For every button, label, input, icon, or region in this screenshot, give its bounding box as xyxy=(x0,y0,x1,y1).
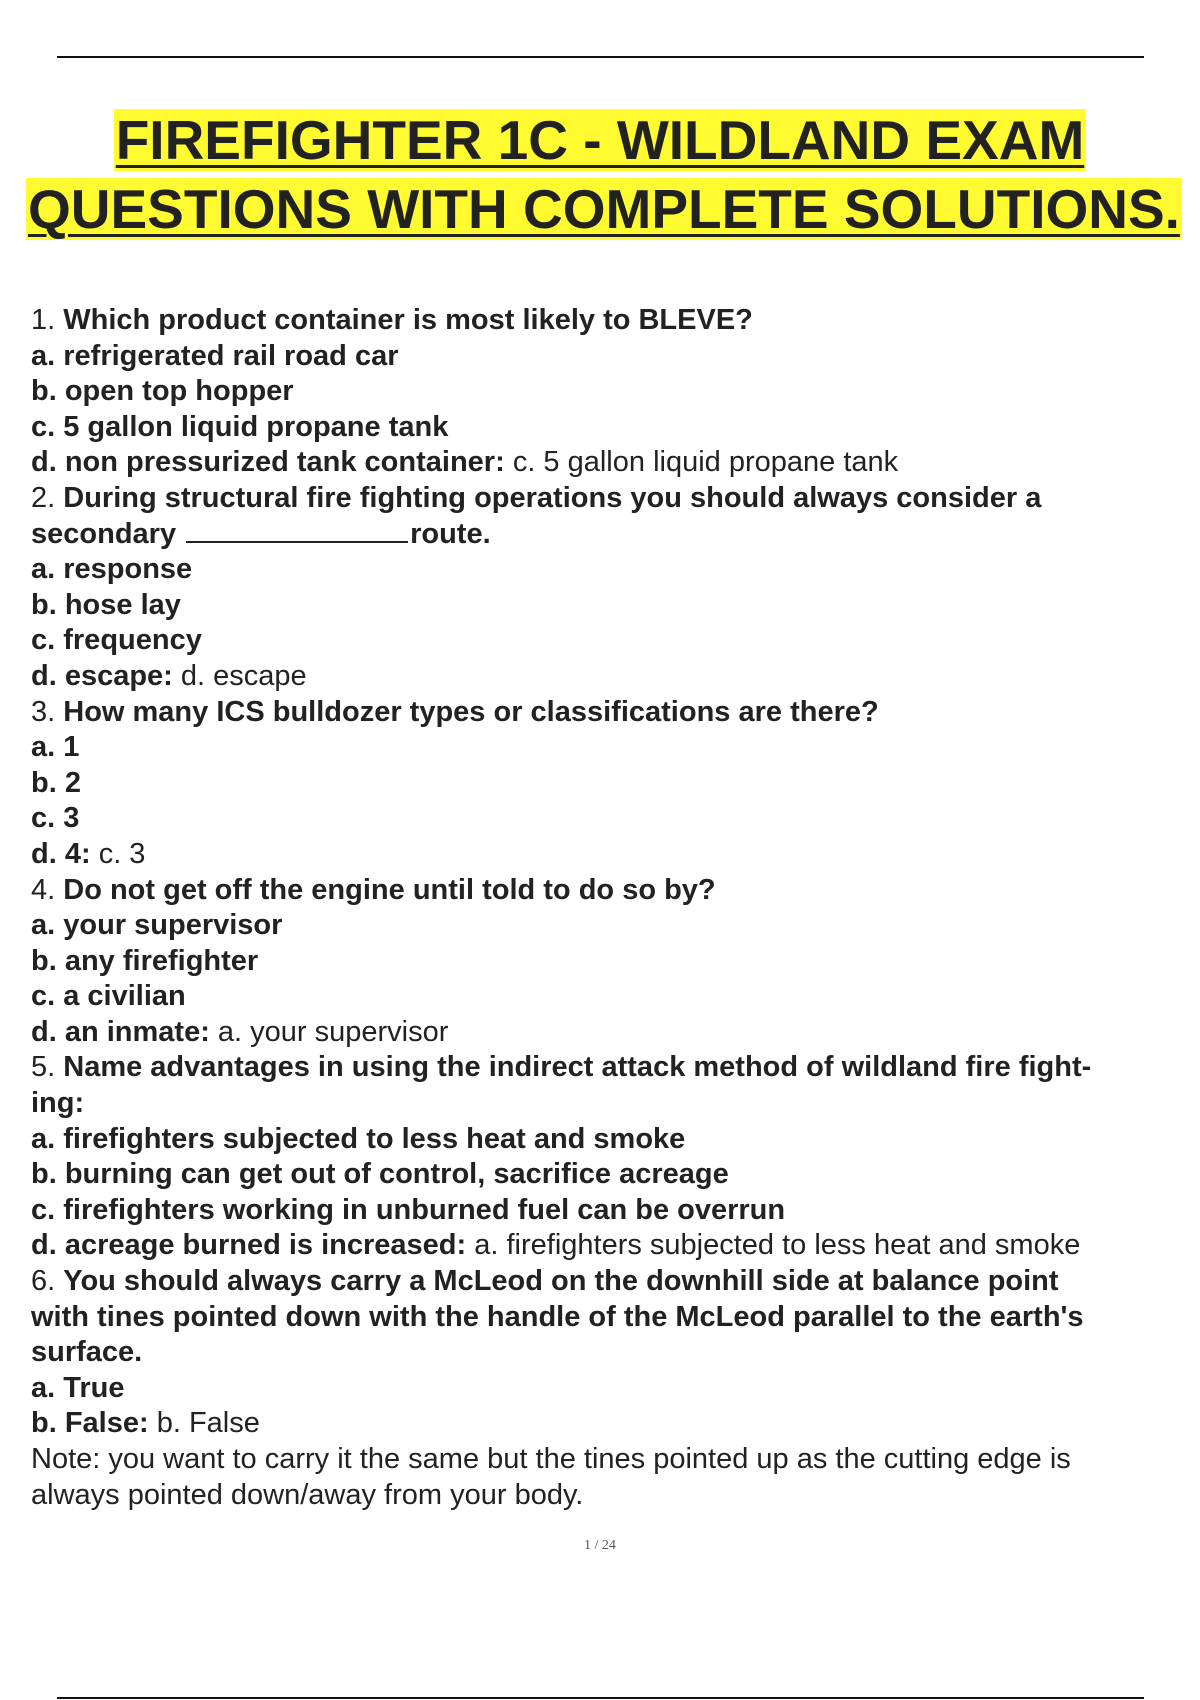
question-4 xyxy=(31,873,1191,909)
answer: c. 3 xyxy=(98,837,146,870)
option-last: d. 4: xyxy=(31,837,91,870)
question-number: 3. xyxy=(31,695,56,728)
title-line-1: FIREFIGHTER 1C - WILDLAND EXAM xyxy=(115,109,1085,171)
question-text: You should always carry a McLeod on the downhill side at balance point xyxy=(63,1265,1059,1298)
title-line-2: QUESTIONS WITH COMPLETE SOLUTIONS. xyxy=(28,178,1180,240)
option: a. 1 xyxy=(31,731,80,764)
answer: a. firefighters subjected to less heat and smoke xyxy=(474,1229,1081,1262)
option: b. hose lay xyxy=(31,588,181,621)
answer: b. False xyxy=(156,1407,260,1440)
question-text: ing: xyxy=(31,1087,85,1120)
question-6 xyxy=(31,1264,1191,1300)
note: always pointed down/away from your body. xyxy=(31,1478,584,1511)
question-text: secondary xyxy=(31,517,177,550)
option: a. refrigerated rail road car xyxy=(31,339,399,372)
document-title xyxy=(0,106,1200,244)
answer: a. your supervisor xyxy=(217,1015,449,1048)
option-last: d. non pressurized tank container: xyxy=(31,446,505,479)
option: b. any firefighter xyxy=(31,944,259,977)
question-5 xyxy=(31,1050,1191,1086)
option: c. 5 gallon liquid propane tank xyxy=(31,410,449,443)
option-last: d. escape: xyxy=(31,659,173,692)
question-text: Do not get off the engine until told to do so by? xyxy=(63,873,716,906)
option: c. a civilian xyxy=(31,980,186,1013)
answer: d. escape xyxy=(180,659,307,692)
option: c. firefighters working in unburned fuel can be overrun xyxy=(31,1193,786,1226)
question-list xyxy=(31,303,1191,1513)
option: a. True xyxy=(31,1371,125,1404)
option: b. burning can get out of control, sacrifice acreage xyxy=(31,1158,729,1191)
bottom-rule xyxy=(57,1697,1144,1699)
top-rule xyxy=(57,56,1144,58)
question-text: Name advantages in using the indirect attack method of wildland fire fight- xyxy=(63,1051,1092,1084)
option: c. 3 xyxy=(31,802,80,835)
question-number: 4. xyxy=(31,873,56,906)
option-last: b. False: xyxy=(31,1407,149,1440)
option: a. your supervisor xyxy=(31,909,283,942)
option: a. firefighters subjected to less heat and smoke xyxy=(31,1122,686,1155)
question-3 xyxy=(31,695,1191,731)
option: c. frequency xyxy=(31,624,202,657)
question-text: Which product container is most likely to BLEVE? xyxy=(63,304,753,336)
question-text: with tines pointed down with the handle of the McLeod parallel to the earth's xyxy=(31,1300,1084,1333)
option-last: d. acreage burned is increased: xyxy=(31,1229,467,1262)
answer: c. 5 gallon liquid propane tank xyxy=(512,446,899,479)
question-number: 5. xyxy=(31,1051,56,1084)
question-number: 6. xyxy=(31,1265,56,1298)
fill-in-blank xyxy=(186,540,408,543)
question-text: surface. xyxy=(31,1336,143,1369)
option-last: d. an inmate: xyxy=(31,1015,210,1048)
question-text: How many ICS bulldozer types or classifications are there? xyxy=(63,695,879,728)
question-text: During structural fire fighting operations you should always consider a xyxy=(63,481,1042,514)
page-number: 1 / 24 xyxy=(584,1538,616,1553)
question-text: route. xyxy=(410,517,491,550)
question-number: 1. xyxy=(31,304,56,336)
question-number: 2. xyxy=(31,481,56,514)
option: a. response xyxy=(31,553,193,586)
question-2 xyxy=(31,481,1191,517)
option: b. 2 xyxy=(31,766,81,799)
question-1 xyxy=(31,303,1191,339)
option: b. open top hopper xyxy=(31,375,294,408)
note: Note: you want to carry it the same but the tines pointed up as the cutting edge is xyxy=(31,1443,1071,1475)
